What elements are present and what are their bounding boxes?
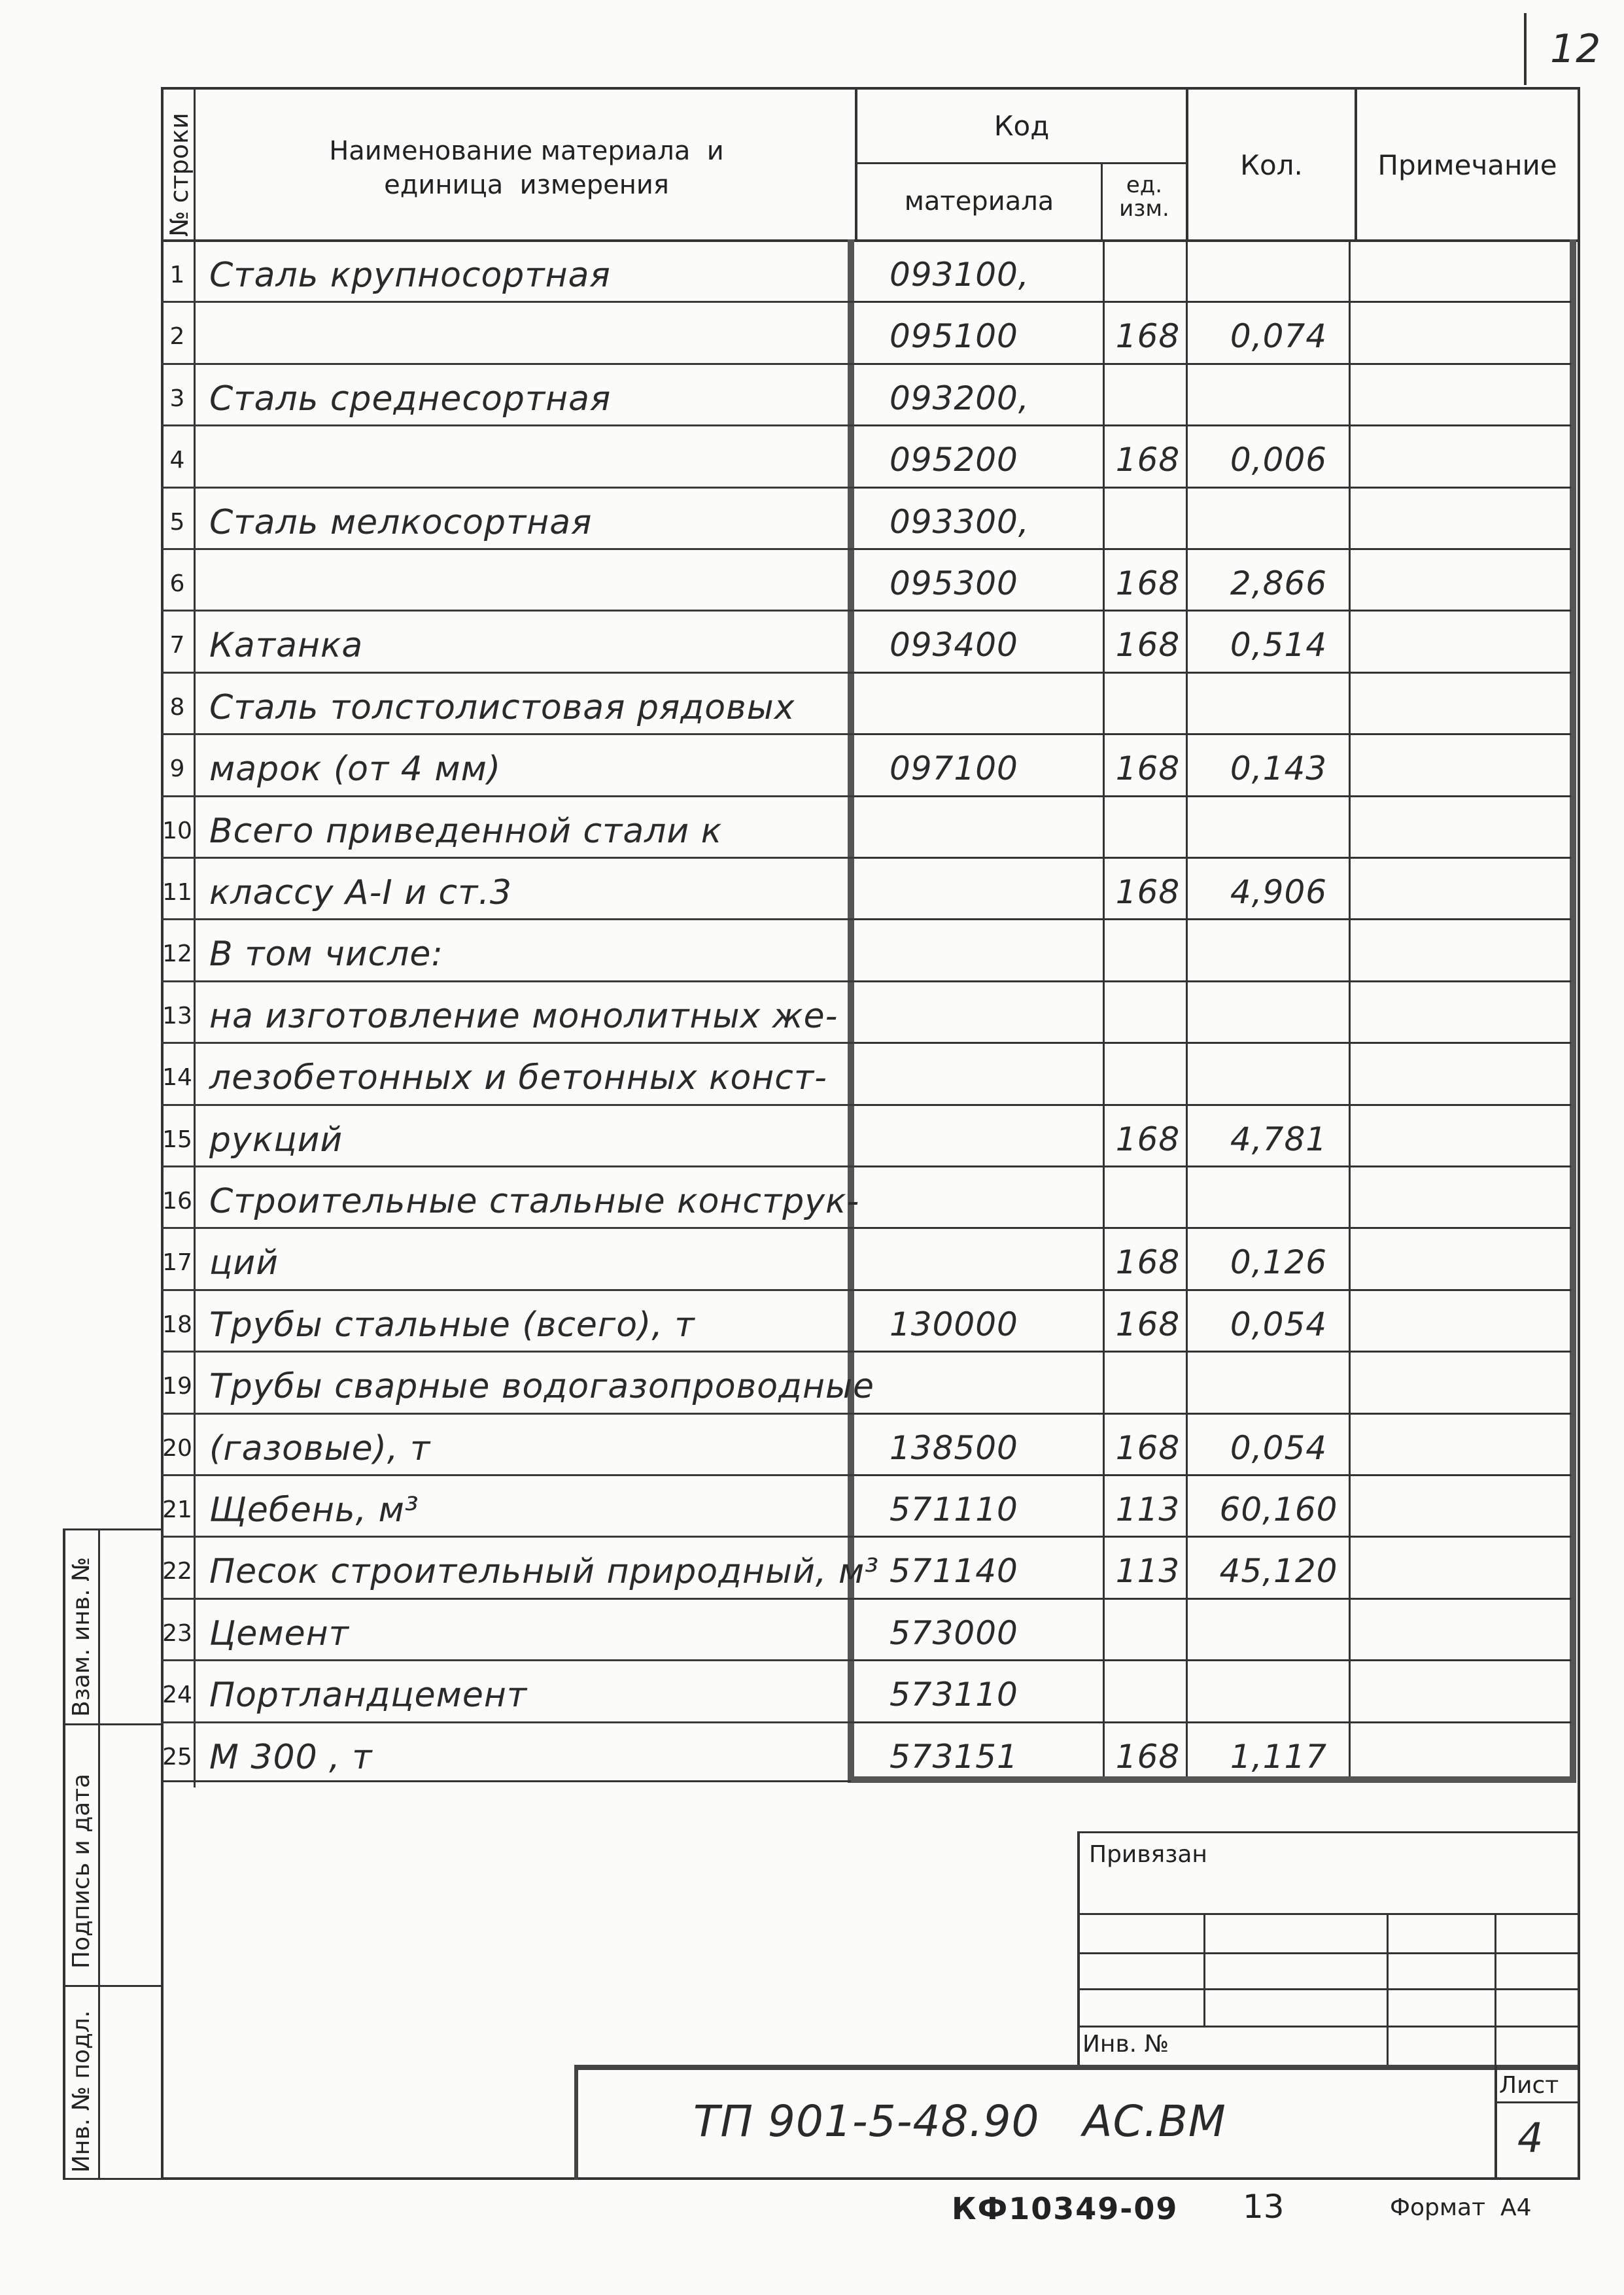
row-line xyxy=(161,980,939,982)
stamp-inner-line xyxy=(98,1528,100,2180)
row-line-right xyxy=(854,1165,1571,1167)
row-line xyxy=(161,1413,939,1415)
table-right-thick xyxy=(1570,239,1576,1783)
row-line xyxy=(161,610,939,612)
row-line-right xyxy=(854,1721,1571,1723)
row-number: 24 xyxy=(162,1682,192,1709)
row-number: 10 xyxy=(162,817,192,844)
row-qty: 0,143 xyxy=(1230,750,1328,788)
row-line-right xyxy=(854,1351,1571,1353)
row-code: 571140 xyxy=(890,1552,1018,1591)
row-line-right xyxy=(854,1536,1571,1538)
row-line xyxy=(161,1598,939,1600)
row-number: 7 xyxy=(169,632,185,659)
row-name: М 300 , т xyxy=(209,1737,373,1777)
stamp-sep-2 xyxy=(63,1985,161,1987)
row-code: 093100, xyxy=(890,256,1029,294)
row-line xyxy=(161,1104,939,1106)
row-qty: 0,054 xyxy=(1230,1428,1328,1467)
row-number: 1 xyxy=(169,262,185,288)
row-line xyxy=(161,1536,939,1538)
frame-right xyxy=(1578,87,1580,2180)
row-name: Сталь мелкосортная xyxy=(209,502,593,542)
row-code: 093400 xyxy=(890,626,1018,664)
row-name: рукций xyxy=(209,1120,343,1160)
row-line-right xyxy=(854,1474,1571,1476)
row-number: 2 xyxy=(169,323,185,351)
tb-sheet-no: 4 xyxy=(1517,2114,1544,2162)
row-qty: 0,054 xyxy=(1230,1305,1328,1343)
row-line-right xyxy=(854,1227,1571,1229)
stamp-outer-left xyxy=(63,1528,65,2180)
row-code: 138500 xyxy=(890,1428,1018,1467)
row-number: 14 xyxy=(162,1064,192,1092)
row-qty: 60,160 xyxy=(1219,1491,1338,1528)
row-line xyxy=(161,1351,939,1353)
row-line xyxy=(161,918,939,920)
row-code: 095300 xyxy=(890,564,1018,602)
row-line-right xyxy=(854,1659,1571,1661)
tb-top xyxy=(1077,1831,1578,1833)
row-name: классу А-I и ст.3 xyxy=(209,873,513,912)
row-name: ций xyxy=(209,1243,279,1283)
row-name: Катанка xyxy=(209,626,364,666)
row-line xyxy=(161,857,939,859)
row-number: 22 xyxy=(162,1558,192,1585)
row-line xyxy=(161,1659,939,1661)
row-name: Трубы сварные водогазопроводные xyxy=(209,1367,875,1407)
row-line-right xyxy=(854,1413,1571,1415)
row-name: Трубы стальные (всего), т xyxy=(209,1305,695,1345)
row-code: 573151 xyxy=(890,1737,1018,1776)
col-divider-unit xyxy=(1103,239,1105,1783)
row-name: (газовые), т xyxy=(209,1428,431,1468)
row-name: Сталь крупносортная xyxy=(209,256,611,295)
stamp-inv-podl: Инв. № подл. xyxy=(68,2010,95,2173)
row-unit: 168 xyxy=(1115,564,1181,602)
row-code: 571110 xyxy=(890,1491,1018,1528)
row-code: 097100 xyxy=(890,750,1018,788)
row-code: 573110 xyxy=(890,1676,1018,1714)
row-line xyxy=(161,424,939,426)
row-unit: 168 xyxy=(1115,1428,1181,1467)
row-line xyxy=(161,672,939,674)
row-line xyxy=(161,1474,939,1476)
row-code: 095200 xyxy=(890,441,1018,479)
row-qty: 4,781 xyxy=(1230,1120,1328,1158)
row-name: Сталь среднесортная xyxy=(209,379,612,419)
row-number: 3 xyxy=(169,385,185,412)
row-unit: 168 xyxy=(1115,1120,1181,1158)
row-name: Цемент xyxy=(209,1613,349,1653)
row-line-right xyxy=(854,363,1571,365)
row-line-right xyxy=(854,610,1571,612)
tb-main-left xyxy=(574,2065,578,2180)
tb-v1 xyxy=(1203,1913,1205,2026)
row-name: В том числе: xyxy=(209,935,443,975)
row-number: 23 xyxy=(162,1619,192,1647)
frame-top xyxy=(161,87,1580,90)
row-qty: 0,074 xyxy=(1230,317,1328,356)
row-line xyxy=(161,1165,939,1167)
table-bottom-line xyxy=(161,1780,851,1782)
row-code: 093200, xyxy=(890,379,1029,417)
row-line xyxy=(161,363,939,365)
row-line-right xyxy=(854,857,1571,859)
header-qty: Кол. xyxy=(1240,149,1303,181)
row-number: 12 xyxy=(162,940,192,968)
row-code: 093300, xyxy=(890,502,1029,541)
header-note: Примечание xyxy=(1377,149,1557,181)
footer-code: КФ10349-09 xyxy=(952,2191,1179,2226)
page-number: 12 xyxy=(1550,26,1602,72)
row-number: 25 xyxy=(162,1743,192,1770)
tb-h4 xyxy=(1077,2026,1578,2028)
row-unit: 168 xyxy=(1115,626,1181,664)
row-line-right xyxy=(854,301,1571,303)
row-name: марок (от 4 мм) xyxy=(209,750,502,789)
row-line xyxy=(161,1227,939,1229)
row-number: 9 xyxy=(169,755,185,783)
tb-sheet-left xyxy=(1494,2065,1497,2180)
stamp-sep-1 xyxy=(63,1723,161,1725)
stamp-bottom xyxy=(63,2178,161,2180)
col-divider-note xyxy=(1349,239,1351,1783)
tb-h2 xyxy=(1077,1952,1578,1954)
tb-h1 xyxy=(1077,1913,1578,1915)
row-line xyxy=(161,1042,939,1044)
row-line-right xyxy=(854,548,1571,550)
row-line-right xyxy=(854,1598,1571,1600)
tb-inv-no: Инв. № xyxy=(1082,2031,1169,2058)
row-unit: 168 xyxy=(1115,1737,1181,1776)
stamp-top xyxy=(63,1528,161,1530)
row-unit: 168 xyxy=(1115,750,1181,788)
footer-format: Формат А4 xyxy=(1390,2194,1532,2221)
row-unit: 113 xyxy=(1115,1552,1181,1591)
header-name: Наименование материала и единица измерения xyxy=(329,136,724,200)
row-line-right xyxy=(854,1104,1571,1106)
row-number: 16 xyxy=(162,1188,192,1215)
row-name: на изготовление монолитных же- xyxy=(209,996,838,1036)
row-line-right xyxy=(854,918,1571,920)
row-line xyxy=(161,548,939,550)
row-name: Щебень, м³ xyxy=(209,1491,419,1530)
tb-main-top xyxy=(574,2065,1578,2070)
row-code: 573000 xyxy=(890,1613,1018,1652)
row-qty: 2,866 xyxy=(1230,564,1328,602)
row-line-right xyxy=(854,487,1571,489)
header-bottom-line xyxy=(161,239,1580,242)
row-unit: 168 xyxy=(1115,1305,1181,1343)
row-unit: 113 xyxy=(1115,1491,1181,1528)
header-material-code: материала xyxy=(904,186,1054,216)
stamp-vzam: Взам. инв. № xyxy=(68,1557,95,1717)
row-qty: 45,120 xyxy=(1219,1552,1338,1591)
footer-number: 13 xyxy=(1243,2188,1285,2226)
tb-sheet-label: Лист xyxy=(1499,2072,1559,2099)
row-code: 095100 xyxy=(890,317,1018,356)
row-line xyxy=(161,1289,939,1291)
frame-bottom xyxy=(161,2177,1580,2180)
row-qty: 0,514 xyxy=(1230,626,1328,664)
code-split-line xyxy=(855,162,1187,164)
tb-designation: ТП 901-5-48.90 АС.ВМ xyxy=(693,2096,1226,2147)
row-qty: 1,117 xyxy=(1230,1737,1328,1776)
row-number: 8 xyxy=(169,693,185,721)
row-name: Строительные стальные конструк- xyxy=(209,1182,860,1221)
row-unit: 168 xyxy=(1115,441,1181,479)
row-unit: 168 xyxy=(1115,317,1181,356)
stamp-podpis: Подпись и дата xyxy=(68,1773,95,1969)
row-number: 6 xyxy=(169,570,185,597)
row-line xyxy=(161,795,939,797)
row-qty: 0,006 xyxy=(1230,441,1328,479)
row-qty: 0,126 xyxy=(1230,1243,1328,1282)
row-line xyxy=(161,733,939,735)
row-name: Портландцемент xyxy=(209,1676,528,1716)
row-number: 4 xyxy=(169,447,185,474)
col-divider-name-thick xyxy=(848,239,854,1783)
col-divider-rownum xyxy=(194,87,196,1787)
page-number-mark xyxy=(1524,13,1527,85)
row-number: 17 xyxy=(162,1249,192,1277)
row-line-right xyxy=(854,1289,1571,1291)
row-code: 130000 xyxy=(890,1305,1018,1343)
header-code: Код xyxy=(993,110,1050,142)
row-number: 18 xyxy=(162,1311,192,1338)
header-row-no: № строки xyxy=(165,112,194,237)
row-unit: 168 xyxy=(1115,1243,1181,1282)
tb-left xyxy=(1077,1831,1080,2067)
row-line xyxy=(161,1721,939,1723)
row-number: 20 xyxy=(162,1434,192,1462)
row-line-right xyxy=(854,1042,1571,1044)
row-number: 15 xyxy=(162,1126,192,1153)
table-bottom-thick xyxy=(848,1776,1576,1783)
row-name: Песок строительный природный, м³ xyxy=(209,1552,880,1592)
tb-privyazan: Привязан xyxy=(1089,1841,1207,1868)
row-name: лезобетонных и бетонных конст- xyxy=(209,1058,827,1098)
row-unit: 168 xyxy=(1115,873,1181,911)
row-name: Сталь толстолистовая рядовых xyxy=(209,687,795,727)
row-number: 11 xyxy=(162,879,192,906)
row-line xyxy=(161,487,939,489)
row-line-right xyxy=(854,980,1571,982)
row-line-right xyxy=(854,795,1571,797)
row-line-right xyxy=(854,672,1571,674)
tb-v2 xyxy=(1387,1913,1389,2067)
row-number: 19 xyxy=(162,1373,192,1400)
row-name: Всего приведенной стали к xyxy=(209,811,723,851)
row-number: 21 xyxy=(162,1496,192,1523)
row-qty: 4,906 xyxy=(1230,873,1328,911)
row-line-right xyxy=(854,424,1571,426)
header-unit: ед. изм. xyxy=(1119,172,1169,222)
row-line-right xyxy=(854,733,1571,735)
row-number: 13 xyxy=(162,1002,192,1029)
row-line xyxy=(161,301,939,303)
tb-h3 xyxy=(1077,1988,1578,1990)
tb-sheet-sep xyxy=(1494,2101,1578,2103)
row-number: 5 xyxy=(169,508,185,536)
tb-v3 xyxy=(1494,1913,1496,2067)
